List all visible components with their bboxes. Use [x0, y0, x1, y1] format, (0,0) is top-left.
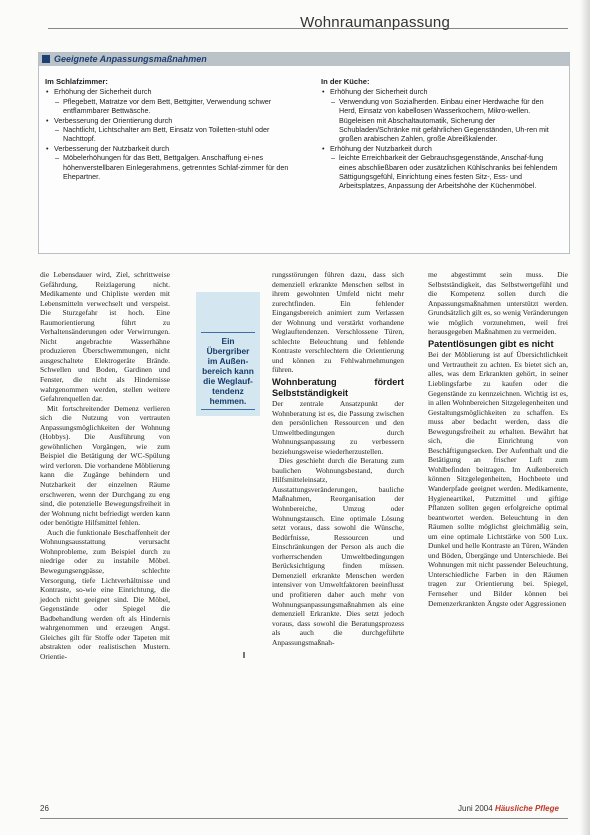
paragraph: Dies geschieht durch die Beratung zum baulichen Wohnungsbestand, durch Hilfsmitteleinsatz, Ausstattungsveränderungen, bauliche Maßnahmen, Reorganisation der Wohnbereiche, Umzug oder Wohnungstausch. Eine optimale Lösung setzt voraus, dass sowohl die Wünsche, Bedürfnisse, Ressourcen und Einschränkungen der Person als auch die vorherrschenden Umweltbedingungen Berücksichtigung finden müssen. Demenziell erkrankte Menschen werden intensiver von Umweltfaktoren beeinflusst und profitieren daher auch mehr von Wohnungsanpassungsmaßnahmen als eine demenziell Erkrankte. Dies setzt jedoch voraus, dass sowohl die Beratungsprozess als auch die durchgeführte Anpassungsmaßnah- [272, 456, 404, 647]
paragraph: Der zentrale Ansatzpunkt der Wohnberatung ist es, die Passung zwischen den persönlichen Ressourcen und den Umweltbedingungen durch Wohnungsanpassung zu verbessern beziehungsweise wiederherzustellen. [272, 399, 404, 456]
sub-item: – Verwendung von Sozialherden. Einbau einer Herdwache für den Herd, Einsatz von kabellosen Wasserkochern, Mikro-wellen. Bügeleisen mit Abschaltautomatik, Sicherung der Schubladen/Schränke mit gefährlichen Gegenständen, Uh-ren mit großen arabischen Zahlen, große Abreißkalender. [321, 97, 561, 144]
magazine-name: Häusliche Pflege [494, 804, 559, 813]
pull-quote-text: Ein Übergriber im Außen-bereich kann die Weglauf-tendenz hemmen. [201, 332, 255, 410]
footer-rule [40, 818, 568, 819]
page-number: 26 [40, 804, 49, 813]
bullet-mark [243, 652, 245, 658]
info-box-right-column [321, 77, 561, 191]
section-heading: Wohnberatung fördert Selbstständigkeit [272, 377, 404, 398]
paragraph: Bei der Möblierung ist auf Übersichtlichkeit und Vertrautheit zu achten. Es bietet sich an, alles, was dem Erkrankten gehört, in seiner Lieblingsfarbe zu kaufen oder die Gegenstände zu kennzeichnen. Wichtig ist es, in allen Wohnbereichen Sitzgelegenheiten und Gestaltungsmöglichkeiten zu schaffen. Es muss aber bedacht werden, dass die Bewegungsfreiheit zu erhalten. Bewährt hat sich, die Einrichtung von Beschäftigungsecken. Der Aufenthalt und die Betätigung an frischer Luft zum Wohlbefinden beitragen. Im Außenbereich können Sitzgelegenheiten, Hochbeete und Wanderpfade geeignet werden. Medikamente, Hygieneartikel, Putzmittel und giftige Pflanzen sollten gegen erfolgreiche optimal beantwortet werden. Beleuchtung in den Räumen sollte möglichst gleichmäßig sein, um eine optimale Lichtstärke von 500 Lux. Dunkel und helle Kontraste an Türen, Wänden und Böden, Übergänge und Unterschiede. Bei Wohnungen mit nicht passender Beleuchtung, Unterschiedliche Farben in den Räumen tragen zur Orientierung bei. Spiegel, Fernseher und Bilder können bei Demenzerkrankten Ängste oder Aggressionen [428, 350, 568, 608]
info-box-title: Geeignete Anpassungsmaßnahmen [54, 54, 207, 64]
article-column-1 [40, 270, 170, 661]
issue-date: Juni 2004 [458, 804, 493, 813]
info-box-left-column [45, 77, 300, 181]
bullet-item: • Erhöhung der Nutzbarkeit durch [321, 144, 561, 153]
article-column-3 [428, 270, 568, 608]
issue-info [458, 804, 559, 813]
paragraph: die Lebensdauer wird, Ziel, schrittweise Gefährdung, Reizlagerung nicht. Medikamente und Chipliste werden mit Lebensmitteln verwechselt und verspeist. Die Sturzgefahr ist hoch. Eine Raumorientierung führt zu Verhaltensänderungen oder Verwirrungen. Nicht angebrachte Wasserhähne produzieren Überschwemmungen, nicht ausgeschaltete Elektrogeräte Brände. Schwellen und Boden, Gardinen und Fenster, die nicht als Hindernisse wahrgenommen werden, stellen weitere Gefahrenquellen dar. [40, 270, 170, 404]
article-column-2 [272, 270, 404, 647]
right-column-heading: In der Küche: [321, 77, 370, 86]
paragraph: rungsstörungen führen dazu, dass sich demenziell erkrankte Menschen selbst in ihrem gewohnten Umfeld nicht mehr zurechtfinden. Ein fehlender Eingangsbereich animiert zum Verlassen der Wohnung und verstärkt vorhandene Weglauftendenzen. Verschlossene Türen, schlechte Beleuchtung und fehlende Kontraste verschlechtern die Orientierung und können zu Fehlwahrnehmungen führen. [272, 270, 404, 375]
square-bullet-icon [42, 55, 50, 63]
pull-quote-box [196, 292, 260, 416]
sub-item: – Nachtlicht, Lichtschalter am Bett, Einsatz von Toiletten-stuhl oder Nachttopf. [45, 125, 300, 144]
paragraph: Mit fortschreitender Demenz verlieren sich die Nutzung von vertrauten Anpassungsmöglichkeiten der Wohnung (Hobbys). Die Ausführung von gewöhnlichen Vorgängen, wie zum Beispiel die Betätigung der WC-Spülung wird verloren. Die vorhandene Möblierung kann die Zugänge behindern und Nutzbarkeit der einzelnen Räume erschweren, wenn der Durchgang zu eng sind, die potenzielle Bewegungsfreiheit in der Wohnung nicht befriedigt werden kann oder benötigte Hilfsmittel fehlen. [40, 403, 170, 528]
section-heading: Patentlösungen gibt es nicht [428, 338, 554, 349]
bullet-item: • Verbesserung der Nutzbarkeit durch [45, 144, 300, 153]
sub-item: – leichte Erreichbarkeit der Gebrauchsgegenstände, Anschaf-fung eines abschließbaren oder zusätzlichen Kühlschranks bei fehlendem Sättigungsgefühl, Einrichtung eines festen Sitz-, Ess- und Arbeitsplatzes, Anpassung der Arbeitshöhe der Küchenmöbel. [321, 153, 561, 191]
page-edge-shadow [580, 0, 590, 835]
sub-item: – Pflegebett, Matratze vor dem Bett, Bettgitter, Verwendung schwer entflammbarer Bettwäsche. [45, 97, 300, 116]
paragraph: Auch die funktionale Beschaffenheit der Wohnungsausstattung verursacht Wohnprobleme, zum Beispiel durch zu niedrige oder zu instabile Möbel. Bewegungsengpässe, schlechte Versorgung, tiefe Lichtverhältnisse und Kontraste, so-wie eine Einrichtung, die jedoch nicht geeignet sind. Die Möbel, Gegenstände oder Spiegel die Badbehandlung werden oft als Hindernis wahrgenommen und erzeugen Angst. Gleiches gilt für Stoffe oder Tapeten mit abstrakten oder realistischen Mustern. Orientie- [40, 527, 170, 661]
info-box [38, 52, 570, 254]
left-column-heading: Im Schlafzimmer: [45, 77, 108, 86]
bullet-item: • Erhöhung der Sicherheit durch [45, 87, 300, 96]
running-header-title: Wohnraumanpassung [300, 14, 450, 31]
sub-item: – Möbelerhöhungen für das Bett, Bettgalgen. Anschaffung ei-nes höhenverstellbaren Einlegerahmens, getrenntes Schlaf-zimmer für den Ehepartner. [45, 153, 300, 181]
bullet-item: • Verbesserung der Orientierung durch [45, 116, 300, 125]
info-box-title-bar [39, 53, 569, 66]
paragraph: me abgestimmt sein muss. Die Selbstständigkeit, das Selbstwertgefühl und die Kompetenz sollen durch die Anpassungsmaßnahmen unterstützt werden. Grundsätzlich gilt es, so wenig Veränderungen wie möglich vorzunehmen, weil frei herausgegeben Maßnahmen zu vermeiden. [428, 270, 568, 337]
bullet-item: • Erhöhung der Sicherheit durch [321, 87, 561, 96]
